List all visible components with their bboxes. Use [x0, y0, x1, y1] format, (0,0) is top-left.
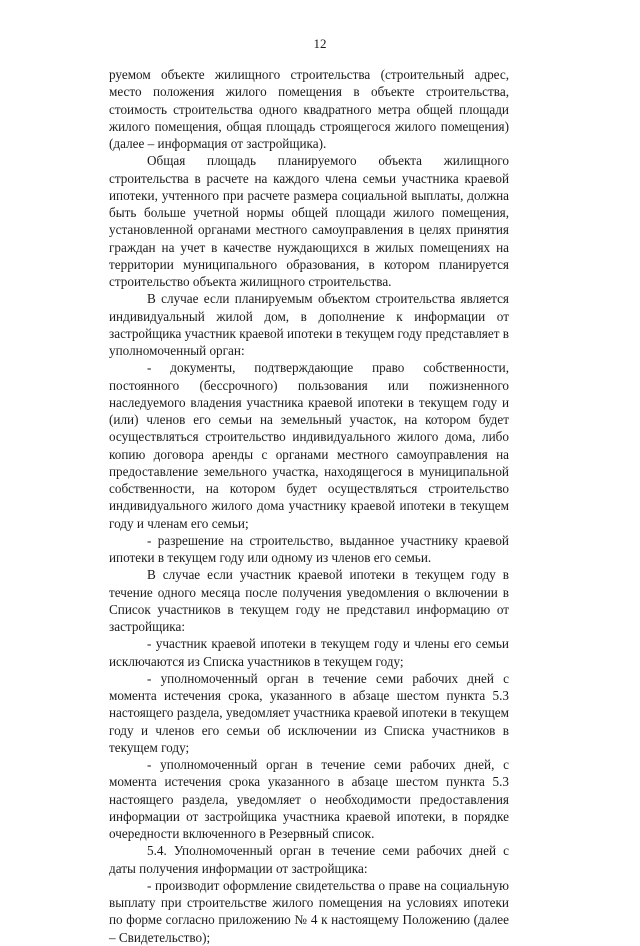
paragraph-total-area: Общая площадь планируемого объекта жилищного строительства в расчете на каждого члена семьи участника краевой ипотеки, учтенного при расчете размера социальной выплаты, должна быть больше учетной нормы общей площади жилого помещения, установленной органами местного самоуправления в целях принятия граждан на учет в качестве нуждающихся в жилых помещениях на территории муниципального образования, в котором планируется строительство объекта жилищного строительства.	[109, 153, 509, 289]
paragraph-individual-house: В случае если планируемым объектом строительства является индивидуальный жилой дом, в дополнение к информации от застройщика участник краевой ипотеки в текущем году представляет в уполномоченный орган:	[109, 291, 509, 358]
list-item-ownership-documents: - документы, подтверждающие право собственности, постоянного (бессрочного) пользования или пожизненного наследуемого владения участника краевой ипотеки в текущем году и (или) членов его семьи на земельный участок, на котором будет осуществляться строительство индивидуального жилого дома, либо копию договора аренды с органами местного самоуправления на предоставление земельного участка, находящегося в муниципальной собственности, на котором будет осуществляться строительство индивидуального жилого дома участнику краевой ипотеки в текущем году и членам его семьи;	[109, 360, 509, 531]
paragraph-no-info-case: В случае если участник краевой ипотеки в текущем году в течение одного месяца после получения уведомления о включении в Список участников в текущем году не представил информацию от застройщика:	[109, 567, 509, 634]
list-item-excluded: - участник краевой ипотеки в текущем году и члены его семьи исключаются из Списка участников в текущем году;	[109, 636, 509, 669]
list-item-certificate: - производит оформление свидетельства о праве на социальную выплату при строительстве жилого помещения на условиях ипотеки по форме согласно приложению № 4 к настоящему Положению (далее – Свидетельство);	[109, 877, 509, 945]
page-number: 12	[313, 36, 327, 51]
paragraph-5-4: 5.4. Уполномоченный орган в течение семи рабочих дней с даты получения информации от застройщика:	[109, 843, 509, 876]
paragraph-continuation: руемом объекте жилищного строительства (строительный адрес, место положения жилого помещения в объекте строительства, стоимость строительства одного квадратного метра общей площади жилого помещения, общая площадь строящегося жилого помещения) (далее – информация от застройщика).	[109, 67, 509, 151]
list-item-notify-exclusion: - уполномоченный орган в течение семи рабочих дней с момента истечения срока, указанного в абзаце шестом пункта 5.3 настоящего раздела, уведомляет участника краевой ипотеки в текущем году и членов его семьи об исключении из Списка участников в текущем году;	[109, 670, 509, 755]
list-item-building-permit: - разрешение на строительство, выданное участнику краевой ипотеки в текущем году или одному из членов его семьи.	[109, 532, 509, 565]
list-item-notify-reserve: - уполномоченный орган в течение семи рабочих дней, с момента истечения срока указанного в абзаце шестом пункта 5.3 настоящего раздела, уведомляет о необходимости предоставления информации от застройщика участника краевой ипотеки, в порядке очередности включенного в Резервный список.	[109, 757, 509, 841]
document-body	[109, 66, 509, 946]
